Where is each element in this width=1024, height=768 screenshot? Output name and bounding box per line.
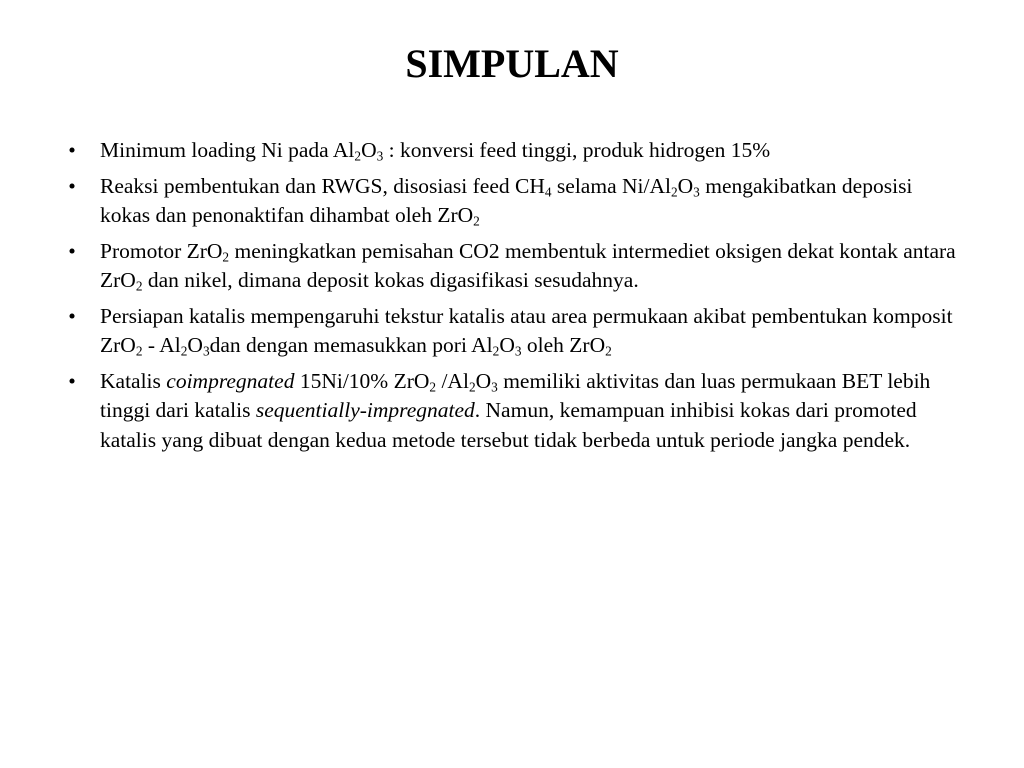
bullet-text	[100, 239, 956, 293]
bullet-text	[100, 369, 930, 452]
subscript: 3	[514, 343, 522, 359]
subscript: 2	[468, 379, 476, 395]
text-segment: dan nikel, dimana deposit kokas digasifikasi sesudahnya.	[142, 268, 639, 292]
subscript: 2	[492, 343, 500, 359]
italic-text: sequentially-impregnated	[255, 398, 475, 422]
text-segment: : konversi feed tinggi, produk hidrogen 15%	[383, 138, 771, 162]
bullet-text	[100, 304, 953, 358]
text-segment: oleh ZrO	[521, 333, 606, 357]
text-segment: memiliki aktivitas dan luas permukaan BET lebih tinggi dari katalis	[100, 368, 931, 422]
text-segment: Reaksi pembentukan dan RWGS, disosiasi feed CH	[100, 173, 545, 198]
text-segment: dan dengan memasukkan pori Al	[209, 333, 493, 357]
subscript: 4	[544, 184, 552, 200]
subscript: 2	[473, 213, 480, 229]
bullet-icon: •	[68, 303, 76, 328]
subscript: 2	[180, 343, 188, 359]
bullet-icon: •	[68, 238, 76, 263]
bullet-item	[66, 136, 966, 166]
text-segment: O	[499, 333, 515, 357]
subscript: 2	[135, 343, 143, 359]
bullet-icon: •	[68, 368, 76, 393]
italic-text: coimpregnated	[166, 368, 295, 393]
slide-title: SIMPULAN	[405, 41, 619, 86]
text-segment: meningkatkan pemisahan CO2 membentuk intermediet oksigen dekat kontak antara ZrO	[100, 238, 956, 292]
text-segment: Promotor ZrO	[100, 238, 223, 263]
bullet-list	[66, 136, 966, 461]
text-segment: . Namun, kemampuan inhibisi kokas dari promoted katalis yang dibuat dengan kedua metode tersebut tidak berbeda untuk periode jangka pendek.	[100, 398, 917, 452]
subscript: 2	[605, 343, 612, 359]
text-segment: selama Ni/Al	[551, 173, 671, 198]
text-segment: O	[361, 138, 377, 162]
bullet-text	[100, 174, 912, 228]
subscript: 3	[202, 343, 210, 359]
bullet-item	[66, 302, 966, 361]
bullet-icon: •	[68, 138, 76, 162]
subscript: 3	[693, 184, 700, 200]
subscript: 2	[222, 249, 230, 265]
text-segment: O	[187, 333, 203, 357]
text-segment: /Al	[436, 368, 469, 393]
subscript: 2	[135, 278, 143, 294]
text-segment: Persiapan katalis mempengaruhi tekstur katalis atau area permukaan akibat pembentukan komposit ZrO	[100, 303, 953, 357]
subscript: 3	[491, 379, 498, 395]
text-segment: O	[677, 173, 694, 198]
subscript: 2	[354, 148, 362, 164]
text-segment: O	[475, 368, 492, 393]
text-segment: - Al	[142, 333, 181, 357]
text-segment: Katalis	[100, 368, 167, 393]
bullet-item	[66, 237, 966, 296]
subscript: 2	[670, 184, 678, 200]
text-segment: Minimum loading Ni pada Al	[100, 138, 355, 162]
bullet-text	[100, 138, 770, 162]
bullet-item	[66, 172, 966, 231]
bullet-icon: •	[68, 173, 76, 198]
subscript: 3	[376, 148, 384, 164]
subscript: 2	[429, 379, 437, 395]
text-segment: mengakibatkan deposisi kokas dan penonaktifan dihambat oleh ZrO	[100, 173, 913, 227]
text-segment: 15Ni/10% ZrO	[294, 368, 430, 393]
bullet-item	[66, 367, 966, 456]
